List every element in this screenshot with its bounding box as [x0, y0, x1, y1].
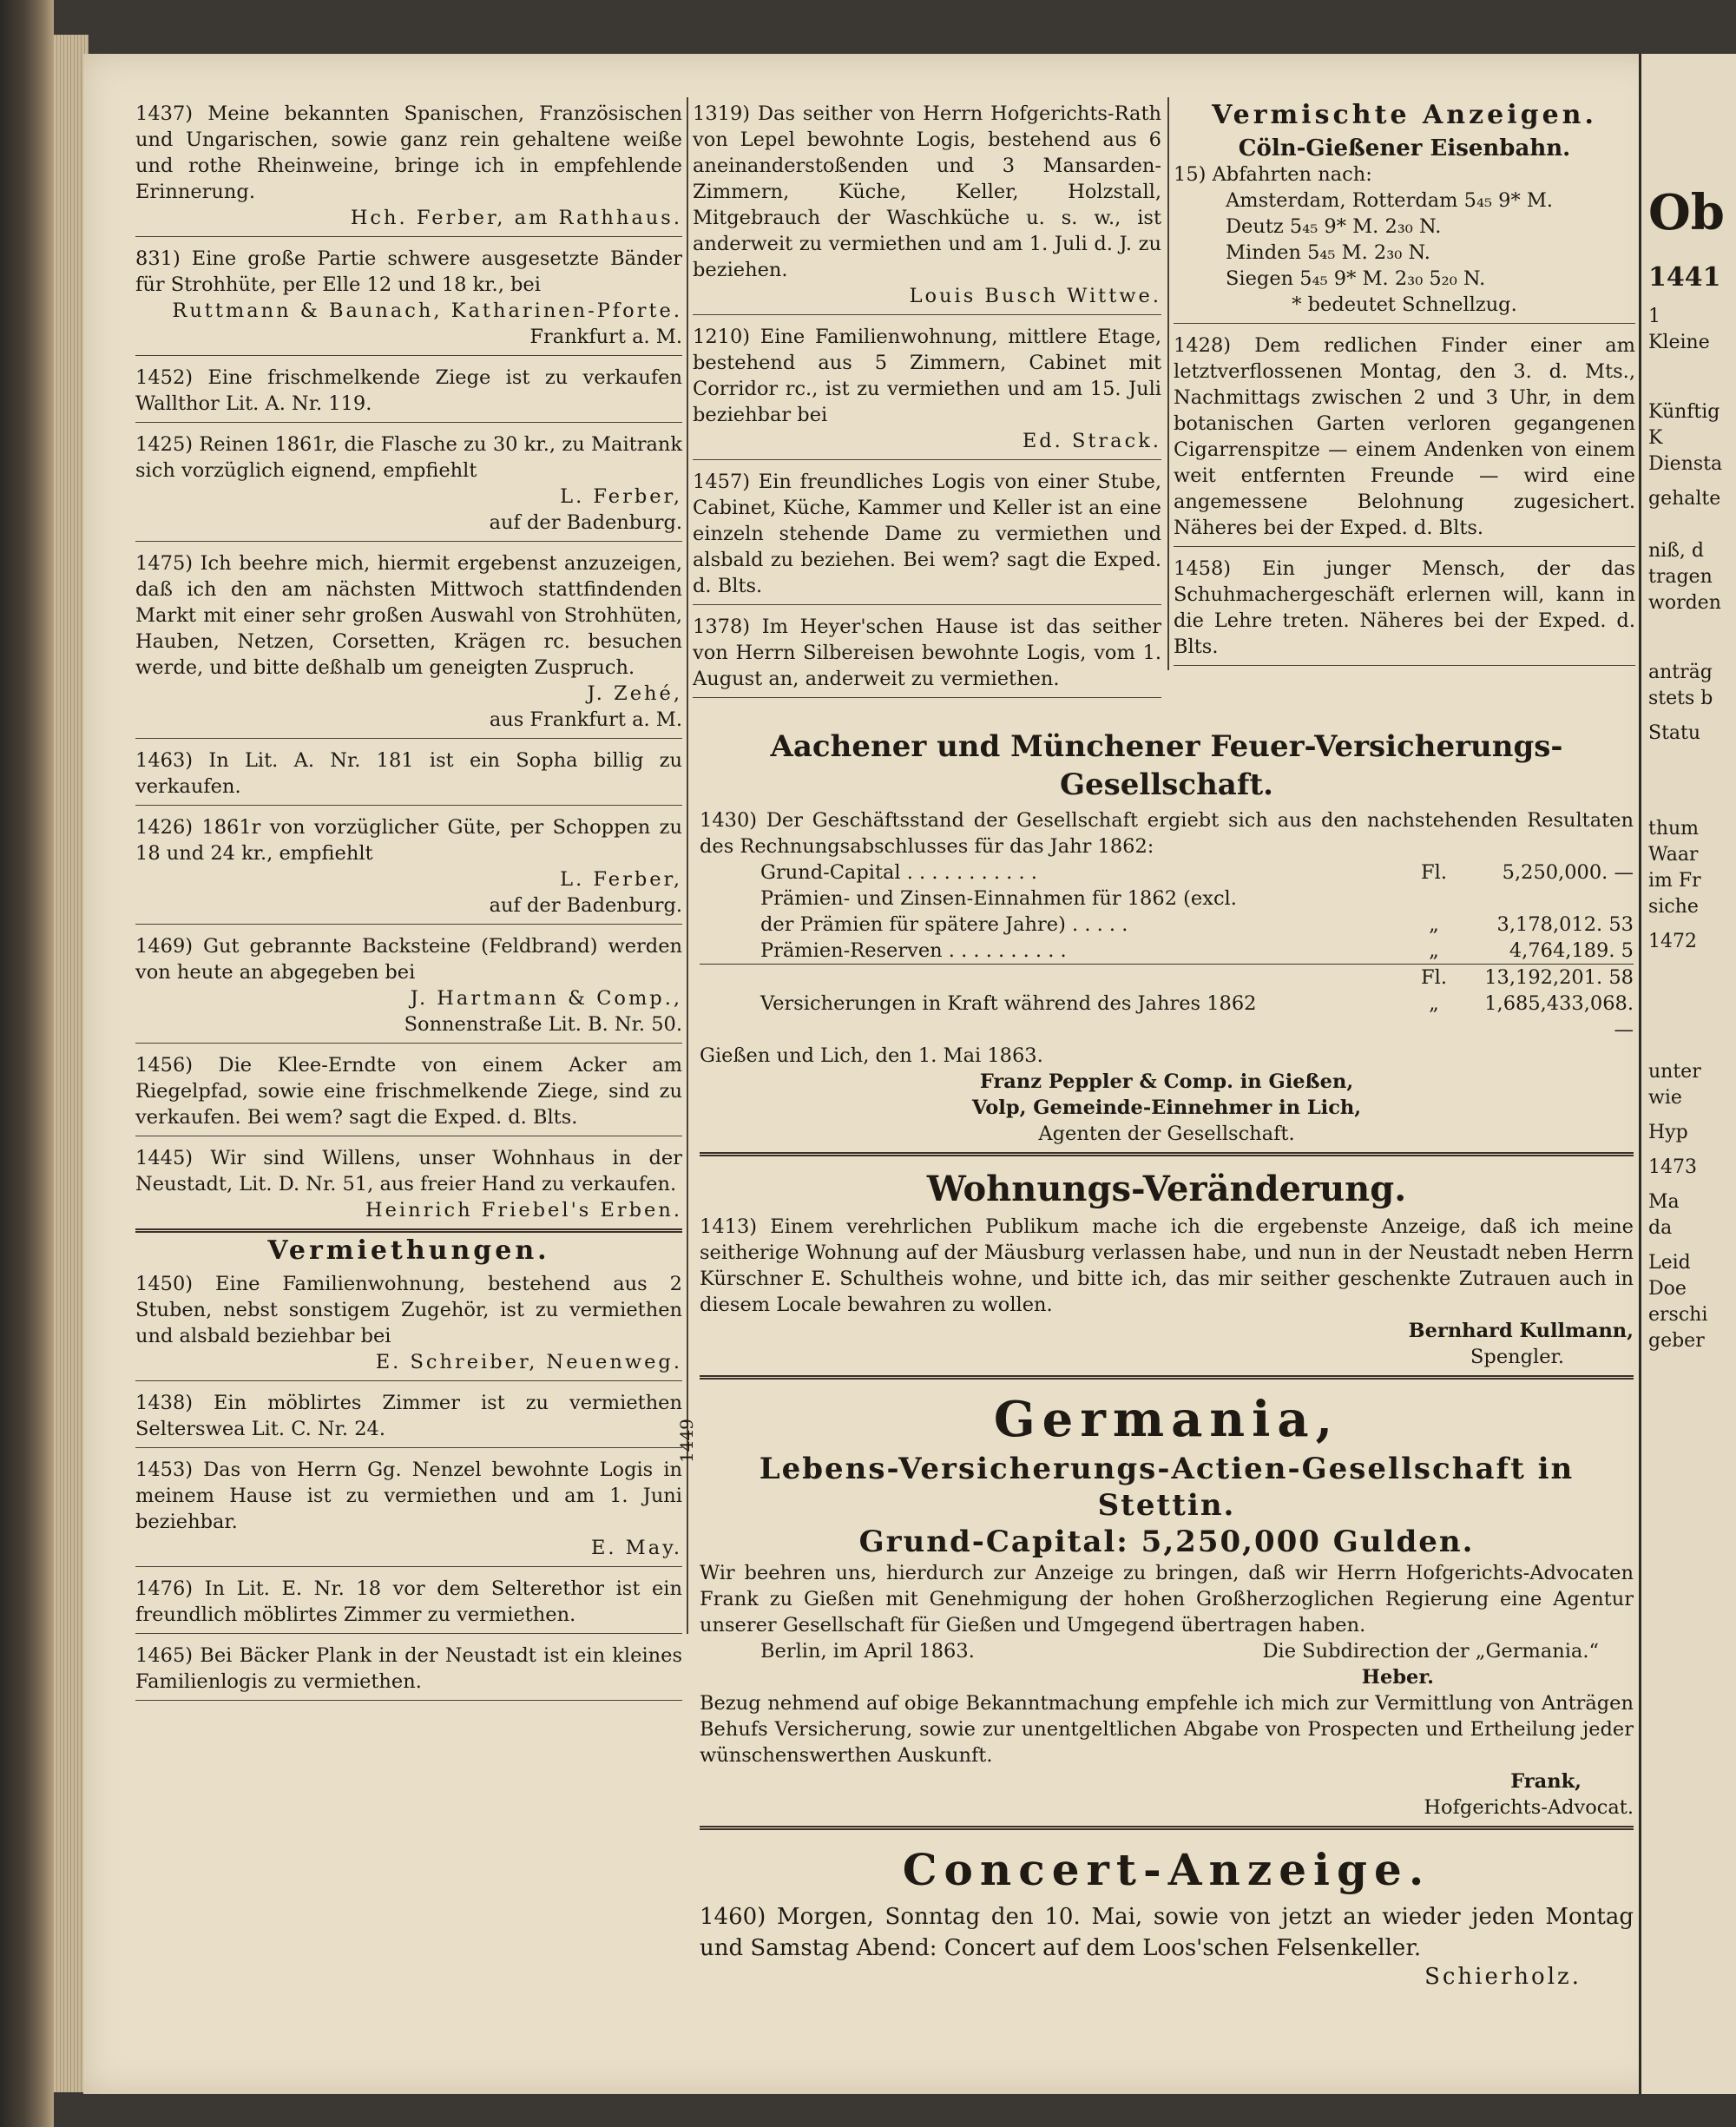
insurance-row — [700, 912, 1634, 938]
rail-departure-line: Deutz 5₄₅ 9* M. 2₃₀ N. — [1226, 215, 1442, 238]
next-page-fragment: K — [1648, 427, 1663, 449]
next-page-fragment: Diensta — [1648, 453, 1723, 475]
insurance-amount: 4,764,189. 5 — [1509, 939, 1634, 962]
next-page-fragment: Statu — [1648, 722, 1701, 744]
ad-text: 831) Eine große Partie schwere ausgesetzte Bänder für Strohhüte, per Elle 12 und 18 kr., bei — [135, 247, 682, 296]
ad-signature: Ruttmann & Baunach, Katharinen-Pforte. — [172, 300, 682, 322]
ad-text: 1452) Eine frischmelkende Ziege ist zu verkaufen Wallthor Lit. A. Nr. 119. — [135, 366, 682, 415]
insurance-unit — [1408, 886, 1460, 912]
ad-item — [135, 242, 682, 356]
ad-text: 1445) Wir sind Willens, unser Wohnhaus in der Neustadt, Lit. D. Nr. 51, aus freier Hand zu verkaufen. — [135, 1147, 682, 1195]
ad-text: 1456) Die Klee-Erndte von einem Acker am Riegelpfad, sowie eine frischmelkende Ziege, sind zu verkaufen. Bei wem? sagt die Exped. d. Blts. — [135, 1054, 682, 1129]
insurance-intro: 1430) Der Geschäftsstand der Gesellschaft ergiebt sich aus den nachstehenden Resultaten des Rechnungsabschlusses für das Jahr 1862: — [700, 809, 1634, 858]
next-page-fragment: stets b — [1648, 688, 1713, 709]
move-ad — [700, 1162, 1634, 1380]
move-body: 1413) Einem verehrlichen Publikum mache ich die ergebenste Anzeige, daß ich meine seitherige Wohnung auf der Mäusburg verlassen habe, und nun in der Neustadt neben Herrn Kürschner E. Schultheis wohne, und bitte ich, das mir seither geschenkte Zutrauen auch in diesem Locale bewahren zu wollen. — [700, 1215, 1634, 1316]
move-sign: Bernhard Kullmann, — [1408, 1320, 1634, 1342]
next-page-fragment: da — [1648, 1217, 1673, 1239]
ad-signature: J. Hartmann & Comp., — [410, 987, 682, 1010]
next-page-fragment: tragen — [1648, 566, 1713, 588]
ad-text: 1476) In Lit. E. Nr. 18 vor dem Selterethor ist ein freundlich möblirtes Zimmer zu vermiethen. — [135, 1577, 682, 1626]
insurance-label: Versicherungen in Kraft während des Jahres 1862 — [760, 992, 1257, 1015]
ad-item — [1174, 329, 1635, 547]
ad-item — [135, 1142, 682, 1233]
insurance-row — [700, 964, 1634, 991]
insurance-unit: Fl. — [1421, 861, 1447, 884]
germania-role-2: Hofgerichts-Advocat. — [1424, 1796, 1634, 1819]
germania-sign-2: Frank, — [1510, 1770, 1581, 1793]
ad-item — [135, 930, 682, 1044]
wide-section — [676, 721, 1634, 2000]
move-role: Spengler. — [1470, 1346, 1564, 1368]
concert-sign: Schierholz. — [1424, 1964, 1581, 1990]
next-page-fragment: erschi — [1648, 1304, 1708, 1326]
ad-text: 1463) In Lit. A. Nr. 181 ist ein Sopha billig zu verkaufen. — [135, 749, 682, 798]
germania-dateline: Berlin, im April 1863. — [760, 1640, 975, 1663]
column-left — [135, 97, 682, 1706]
ad-text: 1450) Eine Familienwohnung, bestehend aus 2 Stuben, nebst sonstigem Zugehör, ist zu vermiethen und alsbald beziehbar bei — [135, 1273, 682, 1347]
germania-body-2: Bezug nehmend auf obige Bekanntmachung empfehle ich mich zur Vermittlung von Anträgen Behufs Versicherung, sowie zur unentgeltlichen Abgabe von Prospecten und Ertheilung jeder wünschenswerthen Auskunft. — [700, 1692, 1634, 1767]
concert-title: Concert-Anzeige. — [902, 1844, 1431, 1895]
insurance-amount: 3,178,012. 53 — [1496, 913, 1634, 936]
next-page-fragment: Ma — [1648, 1191, 1680, 1213]
next-page-fragment: Künftig — [1648, 401, 1720, 423]
next-page-fragment: Kleine — [1648, 332, 1710, 353]
insurance-label: Grund-Capital . . . . . . . . . . . — [760, 861, 1037, 884]
column-middle — [693, 97, 1161, 703]
next-page-fragment: 1472 — [1648, 931, 1697, 952]
section-title-vermiethungen: Vermiethungen. — [267, 1235, 550, 1266]
ad-item — [135, 1268, 682, 1381]
next-page-fragment: anträg — [1648, 662, 1713, 683]
ad-signature: Ed. Strack. — [1022, 430, 1161, 452]
ad-signature: Heinrich Friebel's Erben. — [365, 1199, 682, 1222]
ad-text: 1438) Ein möblirtes Zimmer ist zu vermiethen Selterswea Lit. C. Nr. 24. — [135, 1392, 682, 1440]
germania-title: Germania, — [993, 1391, 1340, 1448]
column-rule-2 — [1167, 97, 1169, 670]
ad-text: 1458) Ein junger Mensch, der das Schuhmachergeschäft erlernen will, kann in die Lehre treten. Näheres bei der Exped. d. Blts. — [1174, 557, 1635, 658]
ad-text: 1426) 1861r von vorzüglicher Güte, per Schoppen zu 18 und 24 kr., empfiehlt — [135, 816, 682, 865]
rail-departure-line: Siegen 5₄₅ 9* M. 2₃₀ 5₂₀ N. — [1226, 267, 1486, 290]
ad-signature: J. Zehé, — [587, 682, 682, 705]
ad-signature: L. Ferber, — [560, 868, 682, 891]
insurance-label — [700, 965, 1408, 991]
ad-text: 1425) Reinen 1861r, die Flasche zu 30 kr., zu Maitrank sich vorzüglich eignend, empfiehlt — [135, 433, 682, 482]
insurance-label: der Prämien für spätere Jahre) . . . . . — [760, 913, 1128, 936]
next-page-fragment: Leid — [1648, 1252, 1691, 1274]
insurance-unit: „ — [1429, 939, 1439, 962]
ad-text: 1378) Im Heyer'schen Hause ist das seither von Herrn Silbereisen bewohnte Logis, vom 1. August an, anderweit zu vermiethen. — [693, 616, 1161, 690]
next-page-fragment: unter — [1648, 1061, 1701, 1083]
ad-item — [135, 1453, 682, 1567]
ad-item — [135, 547, 682, 739]
ad-signature: E. May. — [590, 1537, 682, 1559]
insurance-amount — [1460, 886, 1634, 912]
germania-capital: Grund-Capital: 5,250,000 Gulden. — [858, 1524, 1475, 1559]
insurance-amount: 5,250,000. — — [1502, 861, 1634, 884]
ad-item — [693, 97, 1161, 315]
insurance-ad — [700, 721, 1634, 1156]
ad-text: 1457) Ein freundliches Logis von einer Stube, Cabinet, Küche, Kammer und Keller ist an eine einzeln stehende Dame zu vermiethen und alsbald zu beziehen. Bei wem? sagt die Exped. d. Blts. — [693, 471, 1161, 597]
insurance-label: Prämien- und Zinsen-Einnahmen für 1862 (excl. — [760, 887, 1237, 910]
ad-item — [693, 320, 1161, 460]
insurance-unit: „ — [1429, 913, 1439, 936]
next-page-fragment: worden — [1648, 592, 1721, 614]
next-page-fragment: 1441 — [1648, 262, 1721, 293]
insurance-row — [700, 886, 1634, 912]
rail-intro: 15) Abfahrten nach: — [1174, 163, 1372, 186]
insurance-sign-1: Franz Peppler & Comp. in Gießen, — [979, 1070, 1354, 1093]
insurance-sign-3: Agenten der Gesellschaft. — [1038, 1123, 1295, 1145]
ad-item — [135, 1572, 682, 1634]
germania-ad — [676, 1385, 1634, 1830]
next-page-fragment: 1 — [1648, 306, 1660, 327]
column-right — [1174, 97, 1635, 671]
germania-body: Wir beehren uns, hierdurch zur Anzeige zu bringen, daß wir Herrn Hofgerichts-Advocaten Frank zu Gießen mit Genehmigung der hohen Großherzoglichen Regierung eine Agentur unserer Gesellschaft für Gießen und Umgegend übertragen haben. — [700, 1562, 1634, 1636]
book-binding — [0, 0, 54, 2127]
next-page-fragment: niß, d — [1648, 540, 1704, 562]
insurance-amount: 1,685,433,068. — — [1484, 992, 1634, 1041]
insurance-unit: „ — [1429, 992, 1439, 1015]
ad-item — [135, 428, 682, 542]
next-page-fragment: Doe — [1648, 1278, 1687, 1300]
ad-signature: L. Ferber, — [560, 485, 682, 508]
ad-item — [135, 811, 682, 925]
ad-item — [135, 97, 682, 237]
move-title: Wohnungs-Veränderung. — [926, 1169, 1407, 1209]
ad-place: auf der Badenburg. — [489, 511, 682, 534]
ad-place: Frankfurt a. M. — [529, 326, 682, 348]
next-page-fragment: thum — [1648, 818, 1700, 840]
ad-signature: Louis Busch Wittwe. — [909, 285, 1161, 307]
ad-item — [693, 610, 1161, 698]
ad-place: Sonnenstraße Lit. B. Nr. 50. — [404, 1013, 682, 1036]
next-page-edge — [1639, 54, 1736, 2094]
ad-place: auf der Badenburg. — [489, 894, 682, 917]
next-page-fragment: geber — [1648, 1330, 1705, 1352]
next-page-fragment: 1473 — [1648, 1156, 1697, 1178]
ad-text: 1465) Bei Bäcker Plank in der Neustadt ist ein kleines Familienlogis zu vermiethen. — [135, 1644, 682, 1693]
next-page-fragment: gehalte — [1648, 488, 1721, 510]
ad-signature: Hch. Ferber, am Rathhaus. — [350, 207, 682, 229]
insurance-unit: Fl. — [1421, 966, 1447, 989]
ad-text: 1210) Eine Familienwohnung, mittlere Etage, bestehend aus 5 Zimmern, Cabinet mit Corridor rc., ist zu vermiethen und am 15. Juli beziehbar bei — [693, 326, 1161, 426]
ad-text: 1453) Das von Herrn Gg. Nenzel bewohnte Logis in meinem Hause ist zu vermiethen und am 1. Juni beziehbar. — [135, 1459, 682, 1533]
insurance-sign-2: Volp, Gemeinde-Einnehmer in Lich, — [971, 1096, 1362, 1119]
column-rule-1 — [687, 97, 688, 1634]
insurance-row — [700, 859, 1634, 886]
ad-text: 1437) Meine bekannten Spanischen, Französischen und Ungarischen, sowie ganz rein gehaltene weiße und rothe Rheinweine, bringe ich in empfehlende Erinnerung. — [135, 102, 682, 203]
ad-place: aus Frankfurt a. M. — [489, 708, 682, 731]
insurance-title: Aachener und Münchener Feuer-Versicherungs-Gesellschaft. — [770, 729, 1563, 802]
next-page-fragment: im Fr — [1648, 870, 1701, 892]
next-page-fragment: Waar — [1648, 844, 1699, 866]
ad-item — [135, 744, 682, 806]
insurance-amount: 13,192,201. 58 — [1484, 966, 1634, 989]
concert-ad — [700, 1835, 1634, 1995]
rail-title: Cöln-Gießener Eisenbahn. — [1238, 135, 1571, 161]
ad-text: 1469) Gut gebrannte Backsteine (Feldbrand) werden von heute an abgegeben bei — [135, 935, 682, 984]
insurance-dateline: Gießen und Lich, den 1. Mai 1863. — [700, 1044, 1043, 1067]
germania-direction: Die Subdirection der „Germania.“ — [1262, 1640, 1599, 1663]
rail-note: * bedeutet Schnellzug. — [1292, 293, 1517, 316]
germania-side-number: 1449 — [676, 1419, 697, 1463]
insurance-row — [700, 938, 1634, 964]
concert-body: 1460) Morgen, Sonntag den 10. Mai, sowie von jetzt an wieder jeden Montag und Samstag Abend: Concert auf dem Loos'schen Felsenkeller. — [700, 1904, 1634, 1961]
insurance-row — [700, 991, 1634, 1043]
rail-departure-line: Minden 5₄₅ M. 2₃₀ N. — [1226, 241, 1430, 264]
ad-item — [135, 1639, 682, 1701]
ad-item — [693, 465, 1161, 605]
ad-item — [135, 361, 682, 423]
next-page-fragment: wie — [1648, 1087, 1682, 1109]
next-page-fragment: Hyp — [1648, 1122, 1688, 1143]
section-title-vermischte: Vermischte Anzeigen. — [1212, 100, 1597, 130]
insurance-label: Prämien-Reserven . . . . . . . . . . — [760, 939, 1067, 962]
ad-text: 1475) Ich beehre mich, hiermit ergebenst anzuzeigen, daß ich den am nächsten Mittwoch stattfindenden Markt mit einer sehr großen Auswahl von Strohhüten, Hauben, Netzen, Corsetten, Krägen rc. besuchen werde, und bitte deßhalb um geneigten Zuspruch. — [135, 552, 682, 679]
next-page-fragment: Ob — [1648, 184, 1725, 241]
ad-item — [135, 1049, 682, 1136]
germania-signer: Heber. — [1361, 1666, 1434, 1689]
ad-signature: E. Schreiber, Neuenweg. — [375, 1351, 682, 1373]
rail-departure-line: Amsterdam, Rotterdam 5₄₅ 9* M. — [1226, 189, 1554, 212]
next-page-fragment: siche — [1648, 896, 1699, 918]
germania-subtitle: Lebens-Versicherungs-Actien-Gesellschaft in Stettin. — [759, 1452, 1575, 1523]
ad-item — [135, 1386, 682, 1448]
ad-text: 1428) Dem redlichen Finder einer am letztverflossenen Montag, den 3. d. Mts., Nachmittags zwischen 2 und 3 Uhr, in dem botanischen Garten verloren gegangenen Cigarrenspitze — einem Andenken von einem weit entfernten Freunde — wird eine angemessene Belohnung zugesichert. Näheres bei der Exped. d. Blts. — [1174, 334, 1635, 539]
ad-text: 1319) Das seither von Herrn Hofgerichts-Rath von Lepel bewohnte Logis, bestehend aus 6 aneinanderstoßenden und 3 Mansarden-Zimmern, Küche, Keller, Holzstall, Mitgebrauch der Waschküche u. s. w., ist anderweit zu vermiethen und am 1. Juli d. J. zu beziehen. — [693, 102, 1161, 281]
ad-item — [1174, 552, 1635, 666]
